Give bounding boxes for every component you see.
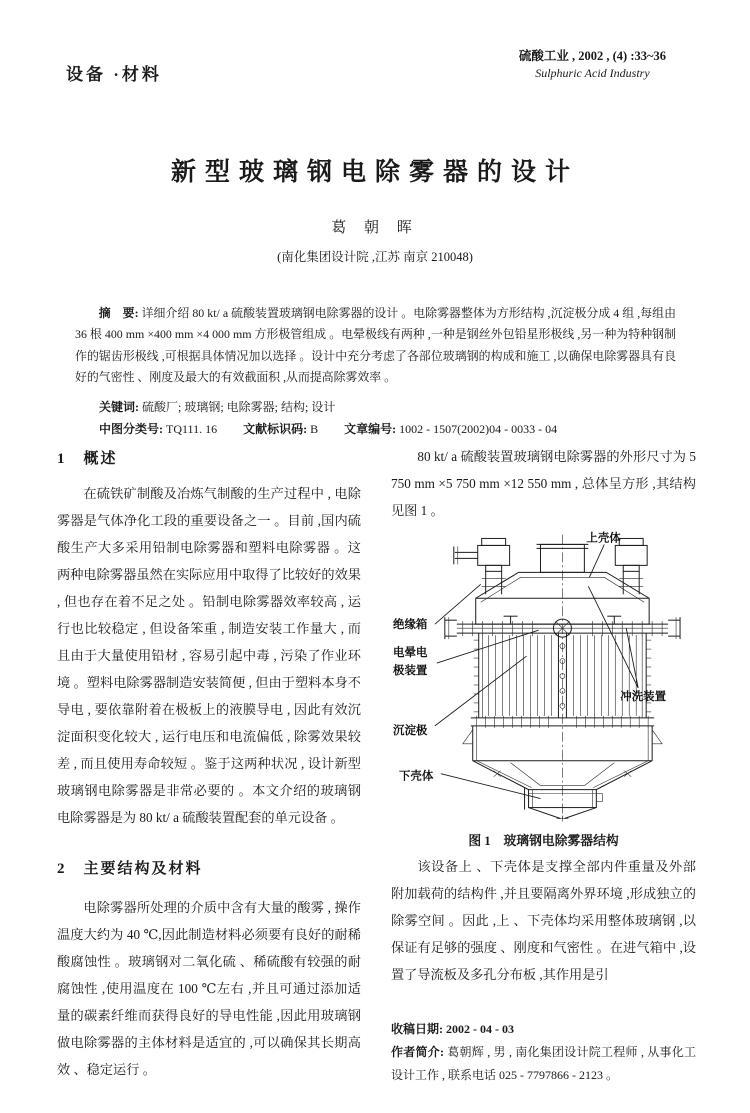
figure-1: [391, 528, 696, 849]
abstract-text: 详细介绍 80 kt/ a 硫酸装置玻璃钢电除雾器的设计 。电除雾器整体为方形结构 ,沉淀极分成 4 组 ,每组由 36 根 400 mm ×400 mm ×4 000 mm 方形极管组成 。电晕极线有两种 ,一种是钢丝外包铅星形极线 ,另一种为特种钢制作的锯齿形极线 ,可根据具体情况加以选择 。设计中充分考虑了各部位玻璃钢的构成和施工 ,以确保电除雾器具有良好的气密性 、刚度及最大的有效截面积 ,从而提高除雾效率 。: [75, 305, 676, 385]
demister-structure-drawing: [391, 528, 696, 823]
received-date-label: 收稿日期:: [391, 1022, 446, 1036]
article-id-value: 1002 - 1507(2002)04 - 0033 - 04: [399, 422, 558, 436]
figure-label-lower-shell: 下壳体: [398, 770, 434, 783]
footnote-block: [391, 1018, 696, 1087]
keywords-label: 关键词:: [99, 400, 142, 414]
journal-name-english: Sulphuric Acid Industry: [535, 66, 650, 80]
figure-label-precipitation-electrode: 沉淀极: [392, 724, 428, 737]
keywords-line: [75, 398, 676, 415]
author-bio-text: 葛朝辉 , 男 , 南化集团设计院工程师 , 从事化工设计工作 , 联系电话 025 - 7797866 - 2123 。: [391, 1045, 696, 1082]
dimensions-paragraph: 80 kt/ a 硫酸装置玻璃钢电除雾器的外形尺寸为 5 750 mm ×5 750 mm ×12 550 mm , 总体呈方形 ,其结构见图 1 。: [391, 449, 696, 518]
author-bio-line: [391, 1041, 696, 1087]
abstract-paragraph: [75, 303, 676, 389]
right-column: [391, 443, 696, 1087]
figure-label-corona-electrode-line2: 极装置: [392, 665, 428, 678]
article-id-label: 文章编号:: [344, 422, 400, 436]
column-section-label: 设备 ·材料: [66, 65, 162, 84]
figure-label-upper-shell: 上壳体: [586, 532, 621, 545]
received-date-value: 2002 - 04 - 03: [446, 1022, 514, 1036]
keywords-text: 硫酸厂; 玻璃钢; 电除雾器; 结构; 设计: [142, 400, 336, 414]
author-name: 葛 朝 晖: [331, 220, 419, 236]
author-bio-label: 作者简介:: [391, 1045, 448, 1059]
author-affiliation: (南化集团设计院 ,江苏 南京 210048): [277, 250, 473, 264]
section-heading-1: 1 概述: [57, 451, 118, 467]
figure-label-flush-device: 冲洗装置: [620, 690, 667, 703]
clc-label: 中图分类号:: [99, 422, 166, 436]
figure-label-corona-electrode-line1: 电晕电: [392, 647, 428, 660]
abstract-label: 摘 要:: [98, 305, 142, 320]
shell-description-paragraph: 该设备上 、下壳体是支撑全部内件重量及外部附加载荷的结构件 ,并且要隔离外界环境 ,形成独立的除雾空间 。因此 ,上 、下壳体均采用整体玻璃钢 ,以保证有足够的强度 、刚度和气密性 。在进气箱中 ,设置了导流板及多孔分布板 ,其作用是引: [391, 859, 696, 982]
left-column: [57, 447, 361, 1083]
section-1-paragraph: 在硫铁矿制酸及冶炼气制酸的生产过程中 , 电除雾器是气体净化工段的重要设备之一 。目前 ,国内硫酸生产大多采用铅制电除雾器和塑料电除雾器 。这两种电除雾器虽然在实际应用中取得了比较好的效果 , 但也存在着不足之处 。铅制电除雾器效率较高 , 运行也比较稳定 , 但设备笨重 , 制造安装工作量大 , 而且由于大量使用铅材 , 容易引起中毒 , 污染了作业环境 。塑料电除雾器制造安装简便 , 但由于塑料本身不导电 , 要依靠附着在极板上的液膜导电 , 因此有效沉淀面积变化较大 , 运行电压和电流偏低 , 除雾效果较差 , 而且使用寿命较短 。鉴于这两种状况 , 设计新型玻璃钢电除雾器是非常必要的 。本文介绍的玻璃钢电除雾器是为 80 kt/ a 硫酸装置配套的单元设备 。: [57, 486, 361, 825]
received-date-line: [391, 1018, 696, 1041]
figure-label-insulation-box: 绝缘箱: [392, 619, 428, 632]
clc-value: TQ111. 16: [166, 422, 218, 436]
section-heading-2: 2 主要结构及材料: [57, 861, 203, 877]
section-2-paragraph: 电除雾器所处理的介质中含有大量的酸雾 , 操作温度大约为 40 ℃,因此制造材料必须要有良好的耐稀酸腐蚀性 。玻璃钢对二氧化硫 、稀硫酸有较强的耐腐蚀性 ,使用温度在 100 ℃左右 ,并且可通过添加适量的碳素纤维而获得良好的导电性能 ,因此用玻璃钢做电除雾器的主体材料是适宜的 ,可以确保其长期高效 、稳定运行 。: [57, 900, 361, 1077]
journal-header: [519, 48, 666, 82]
figure-caption: 图 1 玻璃钢电除雾器结构: [468, 834, 619, 848]
classification-line: [75, 420, 676, 437]
journal-citation: 硫酸工业 , 2002 , (4) :33~36: [518, 49, 666, 63]
doc-code-label: 文献标识码:: [243, 422, 311, 436]
article-title: 新型玻璃钢电除雾器的设计: [170, 159, 579, 186]
doc-code-value: B: [310, 422, 319, 436]
